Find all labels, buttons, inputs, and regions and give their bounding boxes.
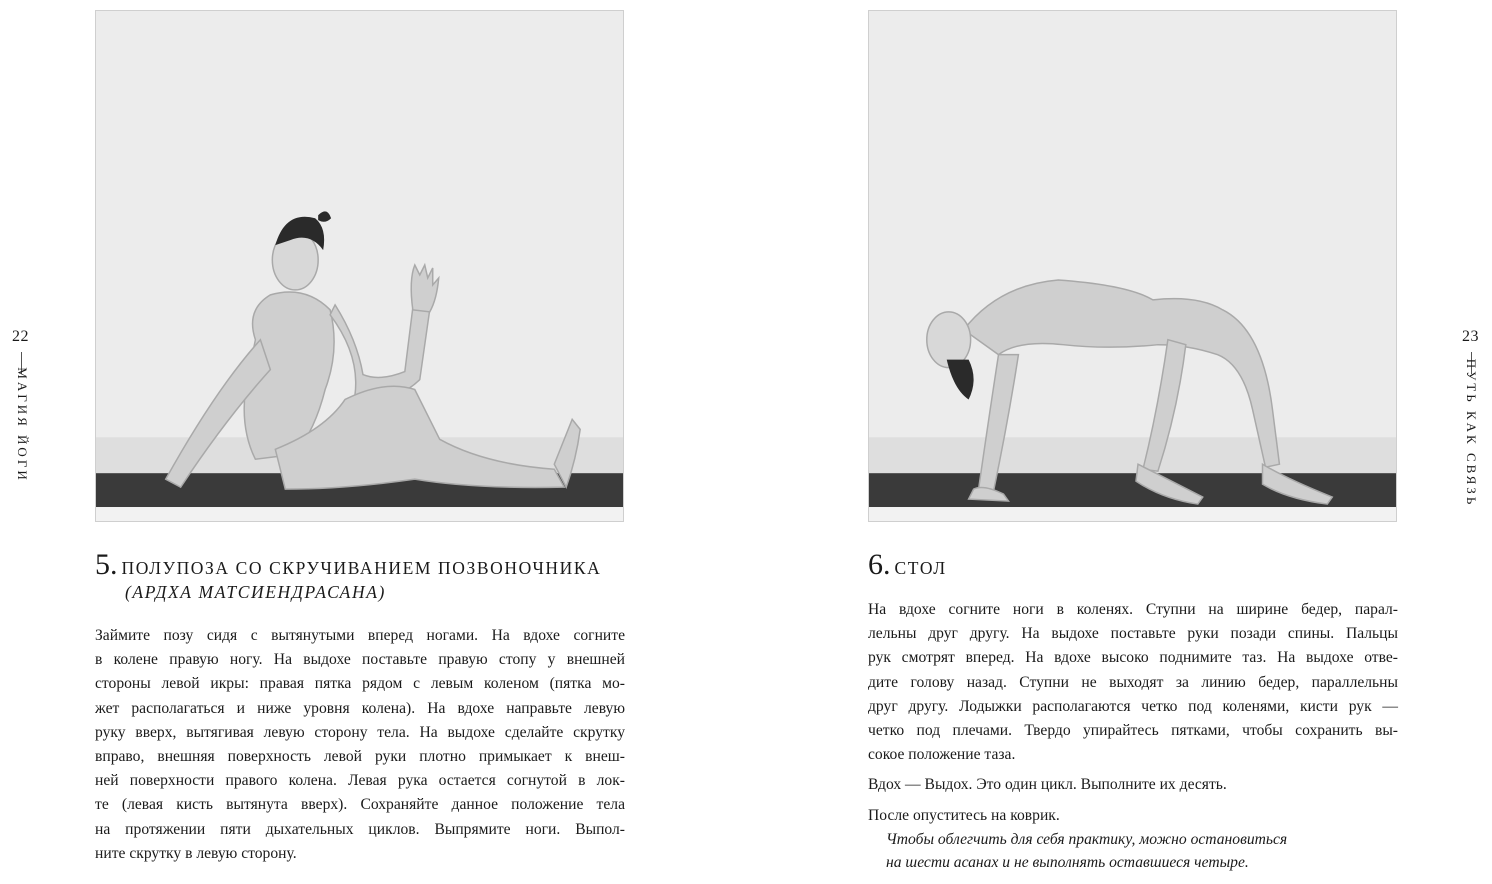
pose-5-title: ПОЛУПОЗА СО СКРУЧИВАНИЕМ ПОЗВОНОЧНИКА [121,558,602,578]
pose-5-photo [95,10,624,522]
description-line: вправо, внешняя поверхность левой руки плотно примыкает к внеш- [95,748,625,766]
description-line: ней поверхности правого колена. Левая рука остается согнутой в лок- [95,772,625,790]
description-line: ните скрутку в левую сторону. [95,844,297,862]
pose-6-heading [868,548,947,582]
pose-6-photo [868,10,1397,522]
description-line: дите голову назад. Ступни не выходят за линию бедер, параллельны [868,673,1398,691]
pose-5-heading [95,548,601,582]
description-line: сокое положение таза. [868,746,1016,764]
description-line: в колене правую ногу. На выдохе поставьте правую стопу у внешней [95,651,625,669]
description-line: На вдохе согните ноги в коленях. Ступни на ширине бедер, парал- [868,601,1398,618]
cycle-text: Вдох — Выдох. Это один цикл. Выполните их десять. [868,776,1227,794]
description-line: те (левая кисть вытянута вверх). Сохраняйте данное положение тела [95,796,625,814]
note-line: Чтобы облегчить для себя практику, можно остановиться [886,831,1288,848]
practice-note [886,828,1386,874]
running-title-right: ПУТЬ КАК СВЯЗЬ [1464,358,1479,508]
pose-6-number: 6. [868,548,891,581]
pose-5-number: 5. [95,548,118,581]
page-number-right: 23 [1462,328,1479,345]
description-line: на протяжении пяти дыхательных циклов. Выпрямите ноги. Выпол- [95,820,625,838]
pose-6-title: СТОЛ [894,558,947,578]
description-line: стороны левой икры: правая пятка рядом с левым коленом (пятка мо- [95,675,625,693]
description-line: Займите позу сидя с вытянутыми вперед ногами. На вдохе согните [95,627,625,644]
note-line: на шести асанах и не выполнять оставшиеся четыре. [886,854,1249,871]
description-line: руку вверх, вытягивая левую сторону тела. На выдохе сделайте скрутку [95,723,625,741]
description-line: рук смотрят вперед. На вдохе высоко поднимите таз. На выдохе отве- [868,649,1398,667]
page-number-left: 22 [12,328,29,345]
after-text: После опуститесь на коврик. [868,806,1060,824]
pose-6-description [868,598,1398,828]
description-line: лельны друг другу. На выдохе поставьте руки позади спины. Пальцы [868,625,1398,643]
pose-5-subtitle: (АРДХА МАТСИЕНДРАСАНА) [125,582,386,602]
pose-5-description [95,624,625,866]
description-line: четко под плечами. Твердо упирайтесь пятками, чтобы сохранить вы- [868,722,1398,740]
running-title-left: МАГИЯ ЙОГИ [15,367,30,483]
description-line: жет располагаться и ниже уровня колена). На вдохе направьте левую [95,699,625,717]
description-line: друг другу. Лодыжки располагаются четко под коленями, кисти рук — [868,697,1398,715]
